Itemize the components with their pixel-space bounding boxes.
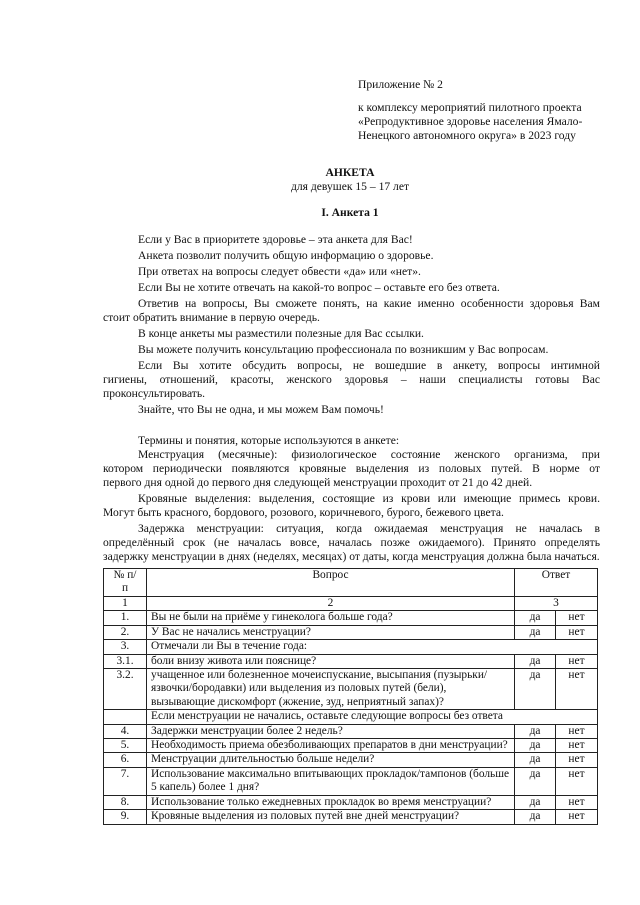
intro-line: Если Вы не хотите отвечать на какой-то вопрос – оставьте его без ответа.: [138, 281, 500, 294]
answer-yes[interactable]: да: [515, 795, 556, 809]
terms-line: Термины и понятия, которые используются в анкете:: [138, 434, 400, 447]
row-note: Если менструации не начались, оставьте следующие вопросы без ответа: [147, 710, 598, 724]
header-num-label: № п/п: [113, 569, 137, 594]
appendix-ref-line: Ненецкого автономного округа» в 2023 году: [358, 129, 576, 142]
colnum-3: 3: [515, 597, 598, 611]
row-num: 1.: [104, 611, 147, 625]
row-question: Вы не были на приёме у гинеколога больше года?: [147, 611, 515, 625]
table-note-row: [104, 710, 598, 724]
section-heading: I. Анкета 1: [321, 206, 379, 219]
answer-no[interactable]: нет: [556, 669, 598, 710]
table-row: [104, 753, 598, 767]
answer-no[interactable]: нет: [556, 625, 598, 639]
intro-line: Ответив на вопросы, Вы сможете понять, на какие именно особенности здоровья Вам: [138, 297, 600, 310]
row-num: 7.: [104, 767, 147, 795]
intro-line: стоит обратить внимание в первую очередь.: [103, 311, 320, 324]
table-row: [104, 654, 598, 668]
row-question: Отмечали ли Вы в течение года:: [147, 640, 598, 654]
terms-line: котором периодически появляются кровяные выделения из половых путей. В норме от: [103, 462, 600, 475]
terms-line: задержку менструации в днях (неделях, месяцах) от даты, когда менструация должна была начаться.: [103, 550, 600, 563]
row-num: 8.: [104, 795, 147, 809]
colnum-2: 2: [147, 597, 515, 611]
intro-line: В конце анкеты мы разместили полезные для Вас ссылки.: [138, 327, 424, 340]
row-num: 3.1.: [104, 654, 147, 668]
answer-yes[interactable]: да: [515, 739, 556, 753]
answer-yes[interactable]: да: [515, 810, 556, 824]
colnum-1: 1: [104, 597, 147, 611]
table-row: [104, 669, 598, 710]
row-num: 9.: [104, 810, 147, 824]
answer-no[interactable]: нет: [556, 753, 598, 767]
row-question: Менструации длительностью больше недели?: [147, 753, 515, 767]
answer-yes[interactable]: да: [515, 724, 556, 738]
answer-no[interactable]: нет: [556, 767, 598, 795]
terms-line: Могут быть красного, бордового, розового, коричневого, бурого, бежевого цвета.: [103, 506, 504, 519]
table-header-row: [104, 569, 598, 597]
terms-line: Задержка менструации: ситуация, когда ожидаемая менструация не началась в: [138, 522, 600, 535]
table-row: [104, 739, 598, 753]
appendix-ref-line: к комплексу мероприятий пилотного проекта: [358, 101, 582, 114]
terms-line: первого дня одной до первого дня следующей менструации проходит от 21 до 42 дней.: [103, 476, 533, 489]
row-num: 5.: [104, 739, 147, 753]
questionnaire-table: [103, 568, 598, 825]
intro-line: Если у Вас в приоритете здоровье – эта анкета для Вас!: [138, 233, 413, 246]
row-question: Кровяные выделения из половых путей вне дней менструации?: [147, 810, 515, 824]
answer-no[interactable]: нет: [556, 795, 598, 809]
header-question: Вопрос: [147, 569, 515, 597]
terms-line: Менструация (месячные): физиологическое состояние женского организма, при: [138, 448, 600, 461]
header-num: [104, 569, 147, 597]
page-subtitle: для девушек 15 – 17 лет: [290, 180, 410, 193]
row-question: учащенное или болезненное мочеиспускание, высыпания (пузырьки/язвочки/бородавки) или выделения из половых путей (бели), вызывающие дискомфорт (жжение, зуд, неприятный запах)?: [147, 669, 515, 710]
answer-no[interactable]: нет: [556, 810, 598, 824]
intro-line: проконсультировать.: [103, 387, 206, 400]
intro-line: гигиены, отношений, красоты, женского здоровья – наши специалисты готовы Вас: [103, 373, 600, 386]
table-row: [104, 625, 598, 639]
answer-no[interactable]: нет: [556, 611, 598, 625]
appendix-ref-line: «Репродуктивное здоровье населения Ямало-: [358, 115, 583, 128]
answer-no[interactable]: нет: [556, 654, 598, 668]
row-num: 6.: [104, 753, 147, 767]
intro-line: Если Вы хотите обсудить вопросы, не вошедшие в анкету, вопросы интимной: [138, 359, 600, 372]
answer-yes[interactable]: да: [515, 611, 556, 625]
header-answer: Ответ: [515, 569, 598, 597]
answer-yes[interactable]: да: [515, 753, 556, 767]
appendix-label: Приложение № 2: [358, 78, 443, 91]
row-question: Использование только ежедневных прокладок во время менструации?: [147, 795, 515, 809]
row-num: 3.: [104, 640, 147, 654]
intro-line: Анкета позволит получить общую информацию о здоровье.: [138, 249, 434, 262]
table-colnum-row: [104, 597, 598, 611]
answer-yes[interactable]: да: [515, 669, 556, 710]
table-row: [104, 810, 598, 824]
answer-yes[interactable]: да: [515, 767, 556, 795]
answer-yes[interactable]: да: [515, 625, 556, 639]
terms-line: Кровяные выделения: выделения, состоящие из крови или имеющие примесь крови.: [138, 492, 600, 505]
table-row: [104, 640, 598, 654]
table-row: [104, 767, 598, 795]
row-num: 2.: [104, 625, 147, 639]
row-question: У Вас не начались менструации?: [147, 625, 515, 639]
row-num: [104, 710, 147, 724]
page-title: АНКЕТА: [325, 166, 375, 179]
row-question: Использование максимально впитывающих прокладок/тампонов (больше 5 капель) более 1 дня?: [147, 767, 515, 795]
terms-line: определённый срок (не началась вовсе, началась позже ожидаемого). Принято определять: [103, 536, 600, 549]
answer-no[interactable]: нет: [556, 739, 598, 753]
row-question: боли внизу живота или пояснице?: [147, 654, 515, 668]
table-row: [104, 795, 598, 809]
intro-line: Вы можете получить консультацию профессионала по возникшим у Вас вопросам.: [138, 343, 549, 356]
row-num: 3.2.: [104, 669, 147, 710]
row-question: Задержки менструации более 2 недель?: [147, 724, 515, 738]
answer-no[interactable]: нет: [556, 724, 598, 738]
intro-line: При ответах на вопросы следует обвести «да» или «нет».: [138, 265, 421, 278]
row-question: Необходимость приема обезболивающих препаратов в дни менструации?: [147, 739, 515, 753]
row-num: 4.: [104, 724, 147, 738]
answer-yes[interactable]: да: [515, 654, 556, 668]
table-row: [104, 724, 598, 738]
intro-line: Знайте, что Вы не одна, и мы можем Вам помочь!: [138, 403, 384, 416]
table-row: [104, 611, 598, 625]
